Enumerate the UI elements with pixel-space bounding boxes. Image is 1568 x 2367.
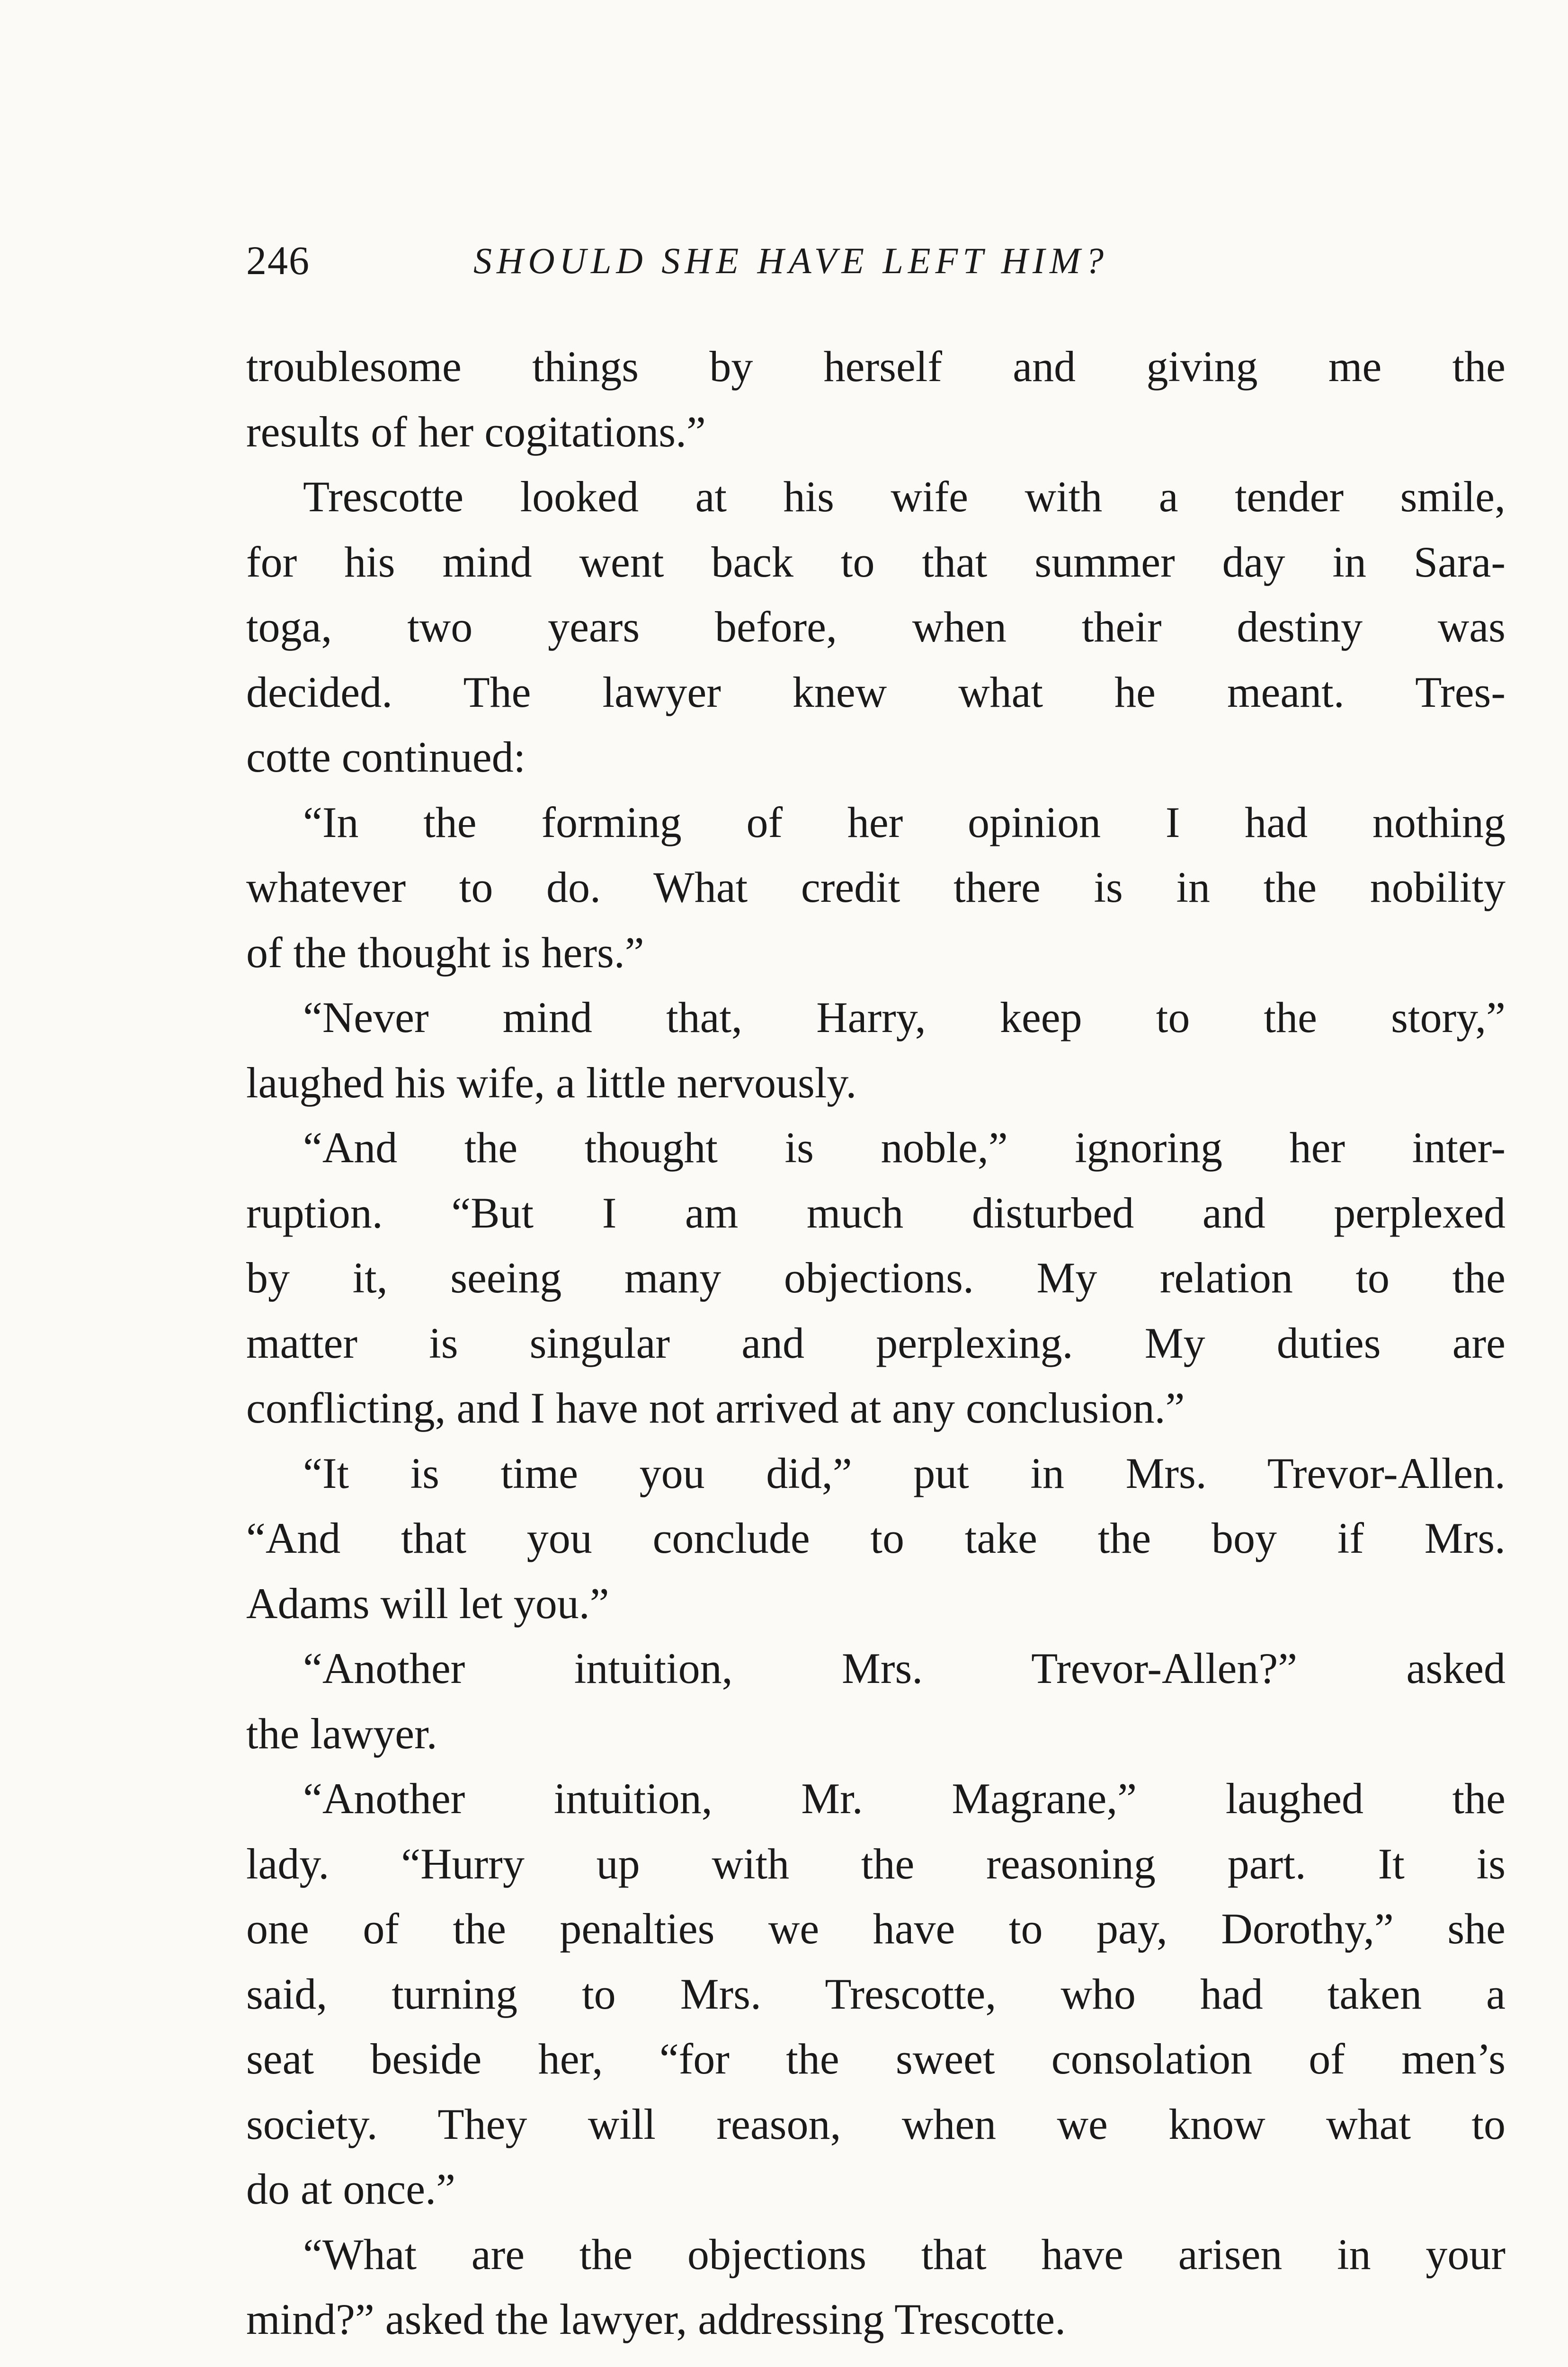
text-line: society. They will reason, when we know what to bbox=[246, 2100, 1506, 2148]
text-line: troublesome things by herself and giving me the bbox=[246, 342, 1506, 391]
text-line: cotte continued: bbox=[246, 733, 526, 781]
text-line: “Another intuition, Mr. Magrane,” laughed the bbox=[303, 1774, 1506, 1823]
text-line: for his mind went back to that summer day in Sara- bbox=[246, 537, 1506, 586]
text-line: mind?” asked the lawyer, addressing Trescotte. bbox=[246, 2295, 1066, 2343]
text-line: of the thought is hers.” bbox=[246, 928, 644, 977]
text-line: results of her cogitations.” bbox=[246, 407, 706, 456]
body-text bbox=[246, 334, 1506, 2352]
text-line: Adams will let you.” bbox=[246, 1579, 609, 1628]
page-number: 246 bbox=[246, 238, 310, 283]
text-line: “And the thought is noble,” ignoring her inter- bbox=[303, 1123, 1506, 1172]
text-line: one of the penalties we have to pay, Dorothy,” she bbox=[246, 1904, 1506, 1953]
text-line: “Another intuition, Mrs. Trevor-Allen?” asked bbox=[303, 1644, 1506, 1692]
text-line: whatever to do. What credit there is in the nobility bbox=[246, 863, 1506, 911]
text-line: “And that you conclude to take the boy if Mrs. bbox=[246, 1514, 1506, 1562]
text-line: said, turning to Mrs. Trescotte, who had taken a bbox=[246, 1969, 1506, 2018]
text-line: “It is time you did,” put in Mrs. Trevor-Allen. bbox=[303, 1449, 1506, 1497]
text-line: seat beside her, “for the sweet consolation of men’s bbox=[246, 2035, 1506, 2083]
text-line: conflicting, and I have not arrived at any conclusion.” bbox=[246, 1384, 1185, 1432]
text-line: lady. “Hurry up with the reasoning part. It is bbox=[246, 1839, 1506, 1888]
text-line: the lawyer. bbox=[246, 1709, 437, 1758]
text-line: toga, two years before, when their destiny was bbox=[246, 603, 1506, 651]
running-head bbox=[246, 237, 1297, 294]
running-title: SHOULD SHE HAVE LEFT HIM? bbox=[473, 240, 1108, 281]
text-line: by it, seeing many objections. My relation to the bbox=[246, 1254, 1506, 1302]
text-line: matter is singular and perplexing. My duties are bbox=[246, 1318, 1506, 1367]
text-line: do at once.” bbox=[246, 2165, 455, 2213]
text-line: “What are the objections that have arisen in your bbox=[303, 2230, 1506, 2278]
text-line: “Never mind that, Harry, keep to the story,” bbox=[303, 993, 1506, 1041]
text-line: laughed his wife, a little nervously. bbox=[246, 1058, 857, 1107]
text-line: ruption. “But I am much disturbed and perplexed bbox=[246, 1188, 1506, 1237]
text-line: Trescotte looked at his wife with a tender smile, bbox=[303, 472, 1506, 521]
text-line: decided. The lawyer knew what he meant. Tres- bbox=[246, 667, 1506, 716]
text-line: “In the forming of her opinion I had nothing bbox=[303, 798, 1506, 846]
